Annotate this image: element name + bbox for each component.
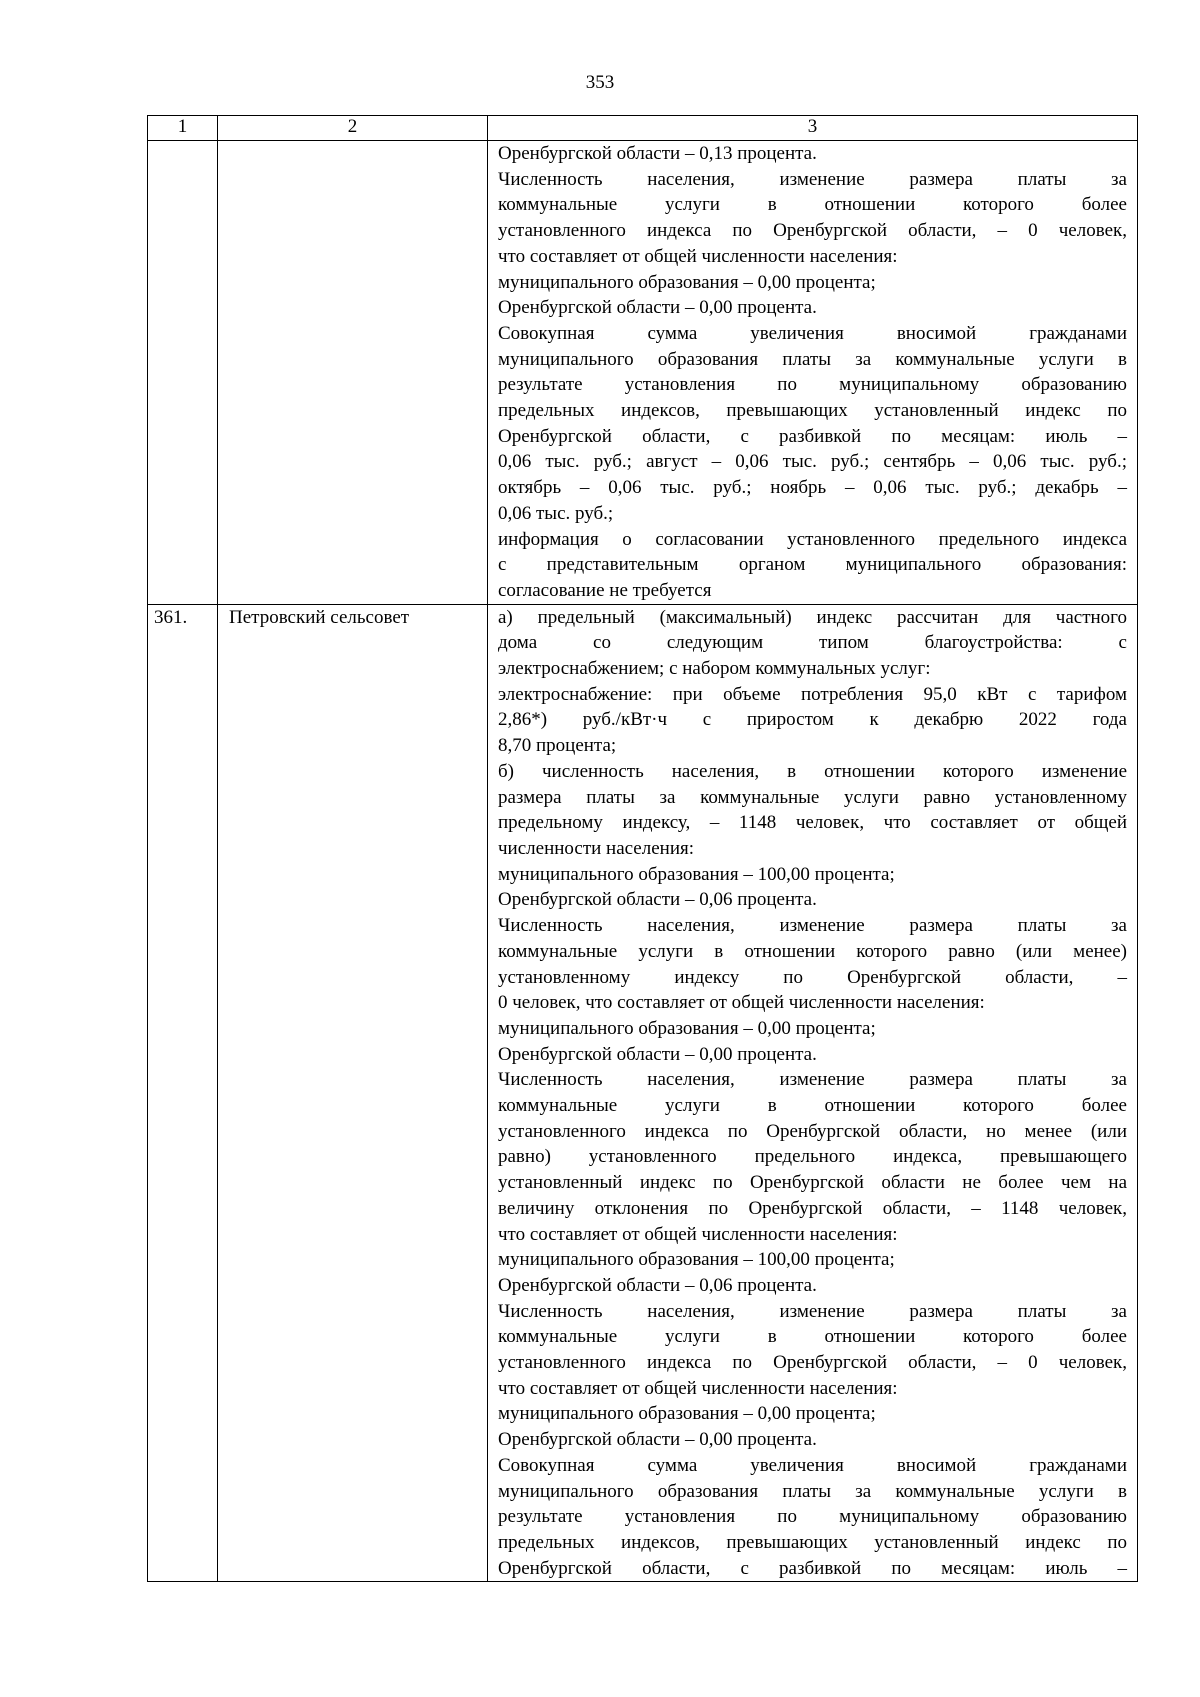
text-line: муниципального образования платы за коммунальные услуги в <box>498 348 1127 370</box>
text-line: что составляет от общей численности населения: <box>498 1223 898 1245</box>
text-line: размера платы за коммунальные услуги равно установленному <box>498 786 1127 808</box>
text-line: с представительным органом муниципального образования: <box>498 554 1127 576</box>
text-line: численности населения: <box>498 837 695 859</box>
text-line: величину отклонения по Оренбургской области, – 1148 человек, <box>498 1197 1127 1219</box>
text-line: результате установления по муниципальному образованию <box>498 1506 1127 1528</box>
municipality-name <box>218 141 488 605</box>
text-line: коммунальные услуги в отношении которого более <box>498 1095 1127 1117</box>
row-number: 361. <box>148 604 218 1582</box>
table-row <box>148 141 1138 605</box>
text-line: Численность населения, изменение размера платы за <box>498 915 1127 937</box>
text-line: Численность населения, изменение размера платы за <box>498 1300 1127 1322</box>
text-line: информация о согласовании установленного предельного индекса <box>498 528 1127 550</box>
text-line: Оренбургской области – 0,13 процента. <box>498 143 817 164</box>
text-line: муниципального образования – 100,00 процента; <box>498 1249 895 1271</box>
text-line: Оренбургской области – 0,00 процента. <box>498 1429 817 1451</box>
text-line: муниципального образования платы за коммунальные услуги в <box>498 1480 1127 1502</box>
text-line: б) численность населения, в отношении которого изменение <box>498 760 1127 782</box>
text-line: 0,06 тыс. руб.; август – 0,06 тыс. руб.; сентябрь – 0,06 тыс. руб.; <box>498 451 1127 473</box>
table-header-row <box>148 116 1138 141</box>
text-line: что составляет от общей численности населения: <box>498 1377 898 1399</box>
text-line: 0 человек, что составляет от общей численности населения: <box>498 992 985 1014</box>
text-line: 2,86*) руб./кВт·ч с приростом к декабрю 2022 года <box>498 709 1127 731</box>
text-line: Совокупная сумма увеличения вносимой гражданами <box>498 322 1127 344</box>
text-line: муниципального образования – 0,00 процента; <box>498 271 876 293</box>
row-number <box>148 141 218 605</box>
text-line: электроснабжение: при объеме потребления 95,0 кВт с тарифом <box>498 683 1127 705</box>
text-line: Численность населения, изменение размера платы за <box>498 168 1127 190</box>
text-line: Совокупная сумма увеличения вносимой гражданами <box>498 1454 1127 1476</box>
row-description <box>488 141 1138 605</box>
document-table <box>147 115 1138 1582</box>
text-line: результате установления по муниципальному образованию <box>498 374 1127 396</box>
text-line: установленного индекса по Оренбургской области, но менее (или <box>498 1120 1127 1142</box>
text-line: муниципального образования – 100,00 процента; <box>498 863 895 885</box>
text-line: установленного индекса по Оренбургской области, – 0 человек, <box>498 1352 1127 1374</box>
text-line: дома со следующим типом благоустройства: с <box>498 632 1127 654</box>
text-line: установленного индекса по Оренбургской области, – 0 человек, <box>498 220 1127 242</box>
table-row <box>148 604 1138 1582</box>
text-line: предельному индексу, – 1148 человек, что составляет от общей <box>498 812 1127 834</box>
text-line: предельных индексов, превышающих установленный индекс по <box>498 1531 1127 1553</box>
text-line: Оренбургской области, с разбивкой по месяцам: июль – <box>498 425 1127 447</box>
text-line: 0,06 тыс. руб.; <box>498 502 614 524</box>
text-line: Численность населения, изменение размера платы за <box>498 1069 1127 1091</box>
text-line: Оренбургской области – 0,06 процента. <box>498 1274 817 1296</box>
text-line: коммунальные услуги в отношении которого более <box>498 1326 1127 1348</box>
text-line: октябрь – 0,06 тыс. руб.; ноябрь – 0,06 тыс. руб.; декабрь – <box>498 477 1127 499</box>
page-number: 353 <box>585 72 615 93</box>
text-line: Оренбургской области – 0,06 процента. <box>498 889 817 911</box>
text-line: что составляет от общей численности населения: <box>498 245 898 267</box>
row-description <box>488 604 1138 1582</box>
text-line: согласование не требуется <box>498 579 712 601</box>
text-line: муниципального образования – 0,00 процента; <box>498 1403 876 1425</box>
municipality-name: Петровский сельсовет <box>218 604 488 1582</box>
header-col-2: 2 <box>218 116 488 141</box>
text-line: 8,70 процента; <box>498 735 617 757</box>
text-line: муниципального образования – 0,00 процента; <box>498 1017 876 1039</box>
text-line: а) предельный (максимальный) индекс рассчитан для частного <box>498 606 1127 628</box>
text-line: коммунальные услуги в отношении которого равно (или менее) <box>498 940 1127 962</box>
text-line: предельных индексов, превышающих установленный индекс по <box>498 400 1127 422</box>
text-line: равно) установленного предельного индекса, превышающего <box>498 1146 1127 1168</box>
text-line: коммунальные услуги в отношении которого более <box>498 194 1127 216</box>
header-col-3: 3 <box>488 116 1138 141</box>
text-line: установленному индексу по Оренбургской области, – <box>498 966 1127 988</box>
text-line: установленный индекс по Оренбургской области не более чем на <box>498 1172 1127 1194</box>
text-line: Оренбургской области – 0,00 процента. <box>498 297 817 319</box>
text-line: электроснабжением; с набором коммунальных услуг: <box>498 658 931 680</box>
text-line: Оренбургской области – 0,00 процента. <box>498 1043 817 1065</box>
header-col-1: 1 <box>148 116 218 141</box>
text-line: Оренбургской области, с разбивкой по месяцам: июль – <box>498 1557 1127 1579</box>
